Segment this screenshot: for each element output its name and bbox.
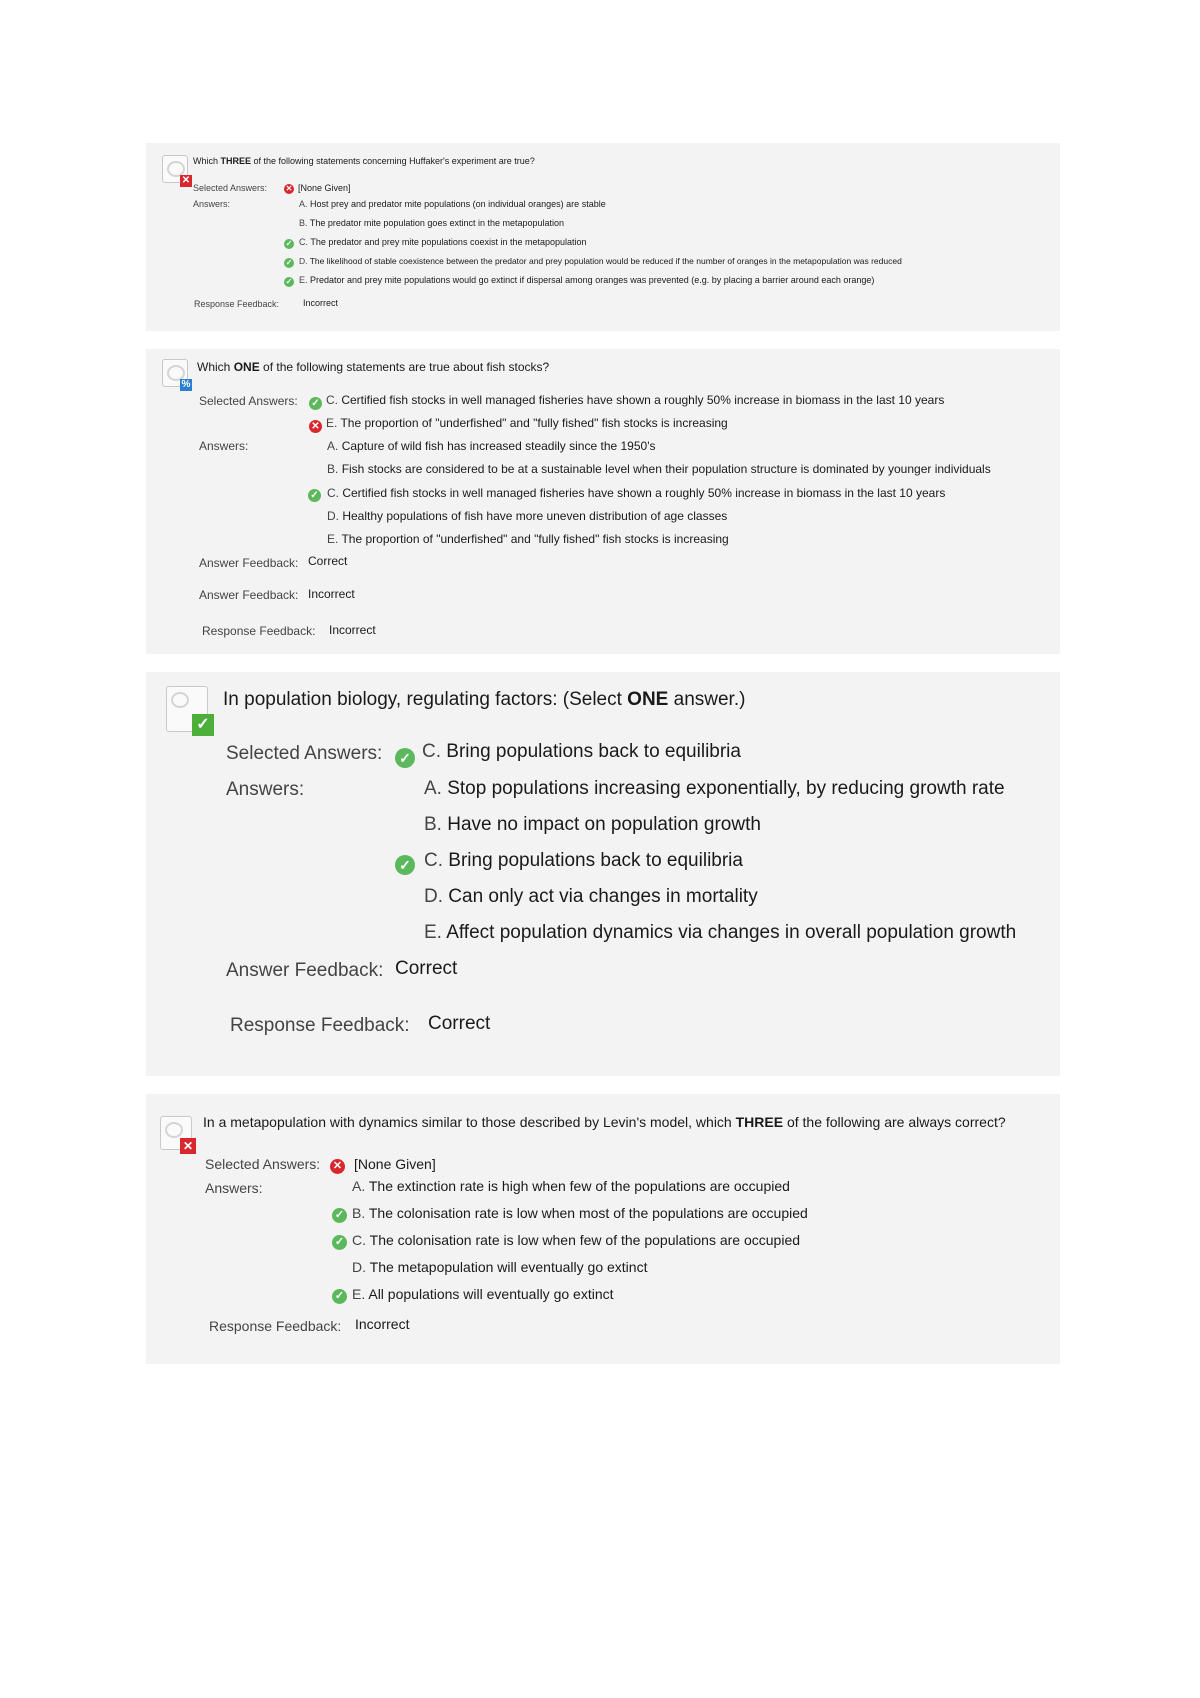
answer-feedback-value: Incorrect xyxy=(308,587,355,601)
answers-label: Answers: xyxy=(199,439,249,453)
answer-feedback-value: Correct xyxy=(308,554,348,568)
question-status-icon xyxy=(162,155,192,187)
answers-label: Answers: xyxy=(193,199,231,209)
answer-option-d: D. The metapopulation will eventually go extinct xyxy=(352,1259,648,1275)
answer-option-a: A. Stop populations increasing exponentially, by reducing growth rate xyxy=(424,778,1005,799)
answer-feedback-value: Correct xyxy=(395,958,458,979)
answer-option-d: D. Can only act via changes in mortality xyxy=(424,886,758,907)
response-feedback-value: Correct xyxy=(428,1013,491,1034)
question-prompt: Which THREE of the following statements concerning Huffaker's experiment are true? xyxy=(193,156,535,166)
answer-feedback-label: Answer Feedback: xyxy=(199,588,299,602)
selected-answer-e: E. The proportion of "underfished" and "fully fished" fish stocks is increasing xyxy=(326,416,728,430)
correct-check-icon: ✓ xyxy=(332,1208,347,1223)
selected-answer-value: [None Given] xyxy=(354,1156,436,1172)
answer-option-b: B. Have no impact on population growth xyxy=(424,814,761,835)
answer-option-a: A. The extinction rate is high when few of the populations are occupied xyxy=(352,1178,790,1194)
correct-check-icon: ✓ xyxy=(395,855,415,875)
answer-option-e: E. Predator and prey mite populations would go extinct if dispersal among oranges was prevented (e.g. by placing a barrier around each orange) xyxy=(299,275,875,285)
correct-check-icon: ✓ xyxy=(332,1289,347,1304)
answer-feedback-label: Answer Feedback: xyxy=(226,960,384,981)
answer-option-c: C. Bring populations back to equilibria xyxy=(424,850,743,871)
correct-check-icon: ✓ xyxy=(332,1235,347,1250)
partial-credit-badge-icon: % xyxy=(181,379,191,390)
question-prompt: In population biology, regulating factors: (Select ONE answer.) xyxy=(223,689,746,710)
question-block-3 xyxy=(146,672,1060,1076)
answer-option-e: E. The proportion of "underfished" and "fully fished" fish stocks is increasing xyxy=(327,532,729,546)
correct-check-icon: ✓ xyxy=(285,239,293,248)
selected-answer-value: [None Given] xyxy=(298,183,351,193)
correct-check-icon: ✓ xyxy=(308,489,321,502)
selected-answers-label: Selected Answers: xyxy=(193,183,268,193)
answer-option-c: C. The colonisation rate is low when few of the populations are occupied xyxy=(352,1232,801,1248)
response-feedback-label: Response Feedback: xyxy=(202,624,316,638)
response-feedback-label: Response Feedback: xyxy=(230,1015,410,1036)
question-block-1 xyxy=(146,143,1060,331)
answer-feedback-label: Answer Feedback: xyxy=(199,556,299,570)
question-status-icon xyxy=(162,359,192,391)
incorrect-icon: ✕ xyxy=(285,184,293,193)
question-status-icon xyxy=(160,1116,196,1154)
selected-answer-c: C. Bring populations back to equilibria xyxy=(422,741,741,762)
selected-answers-label: Selected Answers: xyxy=(226,743,383,764)
incorrect-icon: ✕ xyxy=(330,1159,345,1174)
question-block-4 xyxy=(146,1094,1060,1364)
question-prompt: In a metapopulation with dynamics similar to those described by Levin's model, which THREE of the following are always correct? xyxy=(203,1114,1006,1130)
answer-option-c: C. Certified fish stocks in well managed fisheries have shown a roughly 50% increase in biomass in the last 10 years xyxy=(327,486,946,500)
answers-label: Answers: xyxy=(226,779,305,800)
answer-option-a: A. Host prey and predator mite populations (on individual oranges) are stable xyxy=(299,199,606,209)
response-feedback-value: Incorrect xyxy=(329,623,376,637)
answer-option-a: A. Capture of wild fish has increased steadily since the 1950's xyxy=(327,439,656,453)
selected-answers-label: Selected Answers: xyxy=(205,1156,321,1172)
answer-option-c: C. The predator and prey mite populations coexist in the metapopulation xyxy=(299,237,587,247)
response-feedback-label: Response Feedback: xyxy=(194,299,280,309)
selected-answer-c: C. Certified fish stocks in well managed fisheries have shown a roughly 50% increase in biomass in the last 10 years xyxy=(326,393,945,407)
correct-check-icon: ✓ xyxy=(395,748,415,768)
selected-answers-label: Selected Answers: xyxy=(199,394,298,408)
correct-check-icon: ✓ xyxy=(309,397,322,410)
answer-option-b: B. Fish stocks are considered to be at a sustainable level when their population structure is dominated by younger individuals xyxy=(327,462,991,476)
question-status-icon xyxy=(166,686,214,736)
question-block-2 xyxy=(146,349,1060,654)
answers-label: Answers: xyxy=(205,1180,263,1196)
correct-check-icon: ✓ xyxy=(285,277,293,286)
answer-option-e: E. All populations will eventually go extinct xyxy=(352,1286,614,1302)
answer-option-d: D. The likelihood of stable coexistence between the predator and prey population would be reduced if the number of oranges in the metapopulation was reduced xyxy=(299,256,902,266)
correct-check-icon: ✓ xyxy=(285,258,293,267)
incorrect-badge-icon: ✕ xyxy=(181,175,191,186)
correct-badge-icon: ✓ xyxy=(192,714,214,736)
answer-option-e: E. Affect population dynamics via changes in overall population growth xyxy=(424,922,1017,943)
answer-option-b: B. The colonisation rate is low when most of the populations are occupied xyxy=(352,1205,808,1221)
incorrect-icon: ✕ xyxy=(309,420,322,433)
answer-option-b: B. The predator mite population goes extinct in the metapopulation xyxy=(299,218,565,228)
answer-option-d: D. Healthy populations of fish have more uneven distribution of age classes xyxy=(327,509,728,523)
incorrect-badge-icon: ✕ xyxy=(180,1138,196,1154)
response-feedback-value: Incorrect xyxy=(355,1316,410,1332)
question-prompt: Which ONE of the following statements are true about fish stocks? xyxy=(197,360,550,374)
response-feedback-value: Incorrect xyxy=(303,298,339,308)
response-feedback-label: Response Feedback: xyxy=(209,1318,342,1334)
